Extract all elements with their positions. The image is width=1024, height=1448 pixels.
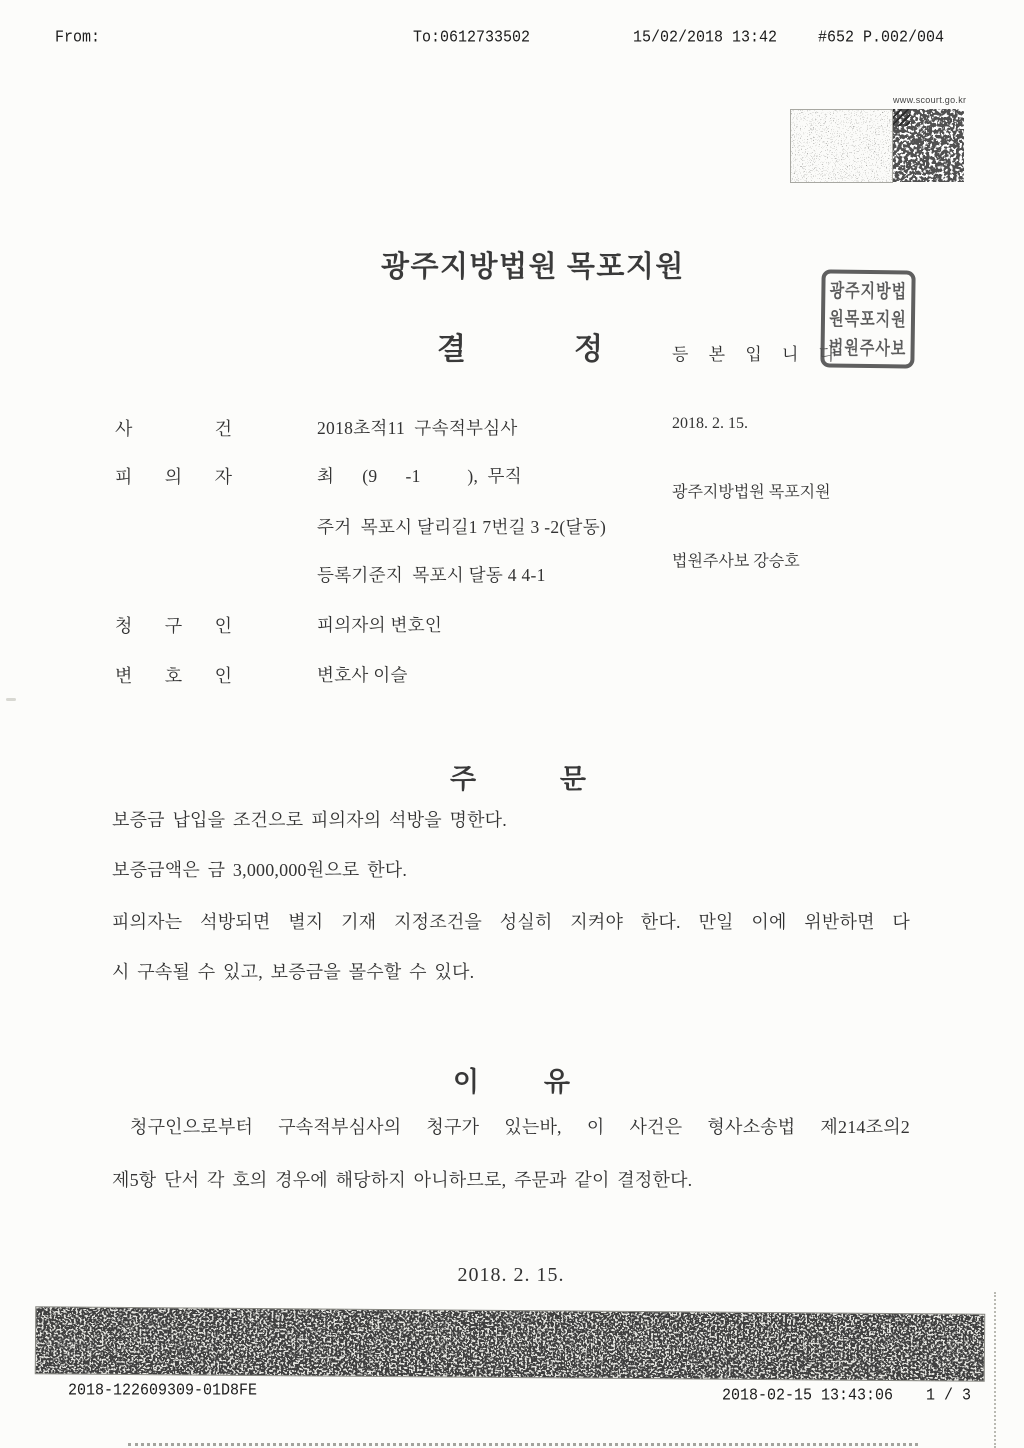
barcode-speckle-box xyxy=(790,109,893,183)
fax-page-counter: #652 P.002/004 xyxy=(818,28,945,48)
order-line: 보증금액은 금 3,000,000원으로 한다. xyxy=(112,860,408,880)
case-row-value: 피의자의 변호인 xyxy=(317,615,443,635)
case-row-value: 최 (9 -1 ), 무직 xyxy=(317,466,522,486)
decision-date: 2018. 2. 15. xyxy=(457,1264,565,1286)
fax-to-number: To:0612733502 xyxy=(413,28,531,48)
case-row-value: 주거 목포시 달리길1 7번길 3 -2(달동) xyxy=(317,517,607,537)
case-row-label: 피 의 자 xyxy=(115,467,232,487)
stamp-office: 광주지방법원 목포지원 xyxy=(672,484,831,501)
next-band-edge xyxy=(128,1443,918,1446)
reason-heading: 이 유 xyxy=(453,1067,570,1097)
scourt-url: www.scourt.go.kr xyxy=(893,95,967,105)
case-row-label: 변 호 인 xyxy=(115,666,232,686)
page-number: 1 / 3 xyxy=(926,1386,972,1406)
speckle-noise xyxy=(791,110,892,182)
barcode-corner-stripes xyxy=(893,109,910,126)
court-name: 광주지방법원 목포지원 xyxy=(381,251,685,283)
fax-from-label: From: xyxy=(55,28,101,48)
case-row-value: 등록기준지 목포시 달동 4 4-1 xyxy=(317,565,546,585)
case-row-value: 변호사 이슬 xyxy=(317,665,408,685)
stamp-certify-text: 등 본 입 니 다 xyxy=(672,345,844,364)
document-title: 결 정 xyxy=(437,333,603,366)
stamp-date: 2018. 2. 15. xyxy=(672,415,748,432)
case-row-label: 사 건 xyxy=(115,419,232,439)
certified-copy-stamp xyxy=(672,297,843,619)
seal-line: 원목포지원 xyxy=(829,310,907,332)
order-heading: 주 문 xyxy=(450,764,586,794)
print-timestamp: 2018-02-15 13:43:06 xyxy=(722,1386,894,1406)
scan-edge-line xyxy=(994,1292,996,1448)
case-row-label: 청 구 인 xyxy=(115,616,232,636)
official-seal xyxy=(820,269,915,368)
case-row-value: 2018초적11 구속적부심사 xyxy=(317,418,518,438)
stamp-officer: 법원주사보 강승호 xyxy=(672,553,800,570)
reason-line: 제5항 단서 각 호의 경우에 해당하지 아니하므로, 주문과 같이 결정한다. xyxy=(112,1170,693,1190)
order-line: 시 구속될 수 있고, 보증금을 몰수할 수 있다. xyxy=(112,962,475,982)
barcode-2d xyxy=(893,109,964,182)
security-noise-band xyxy=(36,1307,984,1380)
seal-line: 광주지방법 xyxy=(829,281,908,303)
seal-line: 법원주사보 xyxy=(828,338,907,361)
order-line: 보증금 납입을 조건으로 피의자의 석방을 명한다. xyxy=(112,810,507,830)
scan-smudge xyxy=(6,698,16,701)
fax-datetime: 15/02/2018 13:42 xyxy=(633,28,778,48)
reason-line: 청구인으로부터 구속적부심사의 청구가 있는바, 이 사건은 형사소송법 제214조의2 xyxy=(130,1117,910,1137)
order-line: 피의자는 석방되면 별지 기재 지정조건을 성실히 지켜야 한다. 만일 이에 위반하면 다 xyxy=(112,912,910,932)
document-id: 2018-122609309-01D8FE xyxy=(68,1381,258,1401)
noise-band-pattern xyxy=(36,1307,984,1380)
